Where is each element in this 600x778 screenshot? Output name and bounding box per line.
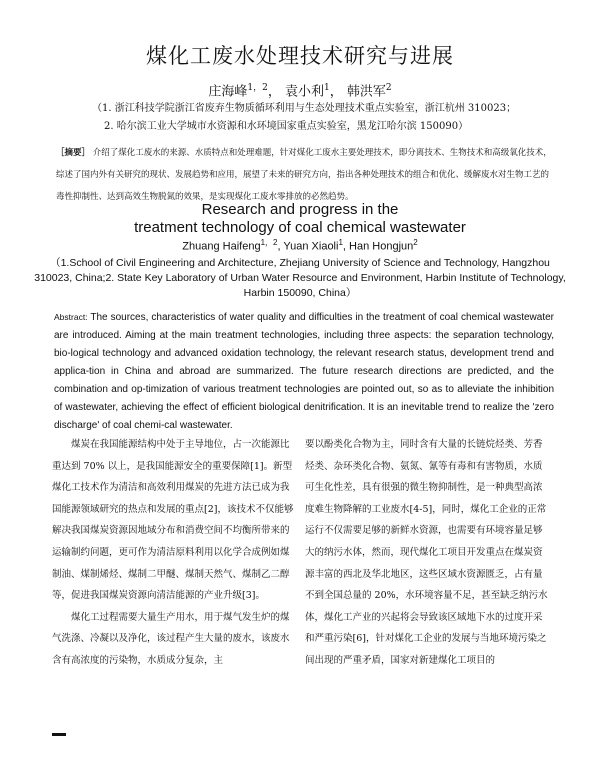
body-paragraph: 煤炭在我国能源结构中处于主导地位，占一次能源比重达到 70% 以上，是我国能源安全的重要保障[1]。新型煤化工技术作为清洁和高效利用煤炭的先进方法已成为我国能源领域研究的热点和发展的重点[2]，该技术不仅能够解决我国煤炭资源因地域分布和消费空间不均衡所带来的运输制约问题，更可作为清洁原料利用以化学合成例如煤制油、煤制烯烃、煤制二甲醚、煤制天然气、煤制乙二醇等，促进我国煤炭资源向清洁能源的产业升级[3]。 bbox=[52, 439, 294, 602]
footnote-rule bbox=[52, 733, 66, 736]
paper-title-en-line2: treatment technology of coal chemical wastewater bbox=[134, 219, 466, 236]
body-paragraph: 要以酚类化合物为主，同时含有大量的长链烷烃类、芳香烃类、杂环类化合物、氨氮、氰等有毒和有害物质，水质可生化性差，具有很强的微生物抑制性，是一种典型高浓度难生物降解的工业废水[4-5]，同时，煤化工企业的正常运行不仅需要足够的新鲜水资源，也需要有环境容量足够大的纳污水体，然而，现代煤化工项目开发重点在煤炭资源丰富的西北及华北地区，这些区域水资源匮乏，占有量不到全国总量的 20%，水环境容量不足，甚至缺乏纳污水体，煤化工产业的兴起将会导致该区域地下水的过度开采和严重污染[6]，针对煤化工企业的发展与当地环境污染之间出现的严重矛盾，国家对新建煤化工项目的 bbox=[305, 439, 548, 666]
abstract-en-text: The sources, characteristics of water quality and difficulties in the treatment of coal chemical wastewater are introduced. Aiming at the main treatment technologies, including three aspects: the separation technology, bio-logical technology and advanced oxidation technology, the relevant research status, development trend and applica-tion in China and abroad are summarized. The future research directions are predicted, and the combination and op-timization of various treatment technologies are pointed out, so as to alleviate the inhibition of wastewater, achieving the effect of efficient biological denitrification. It is an inevitable trend to realize the 'zero discharge' of coal chemi-cal wastewater. bbox=[54, 312, 554, 431]
body-column-right bbox=[305, 434, 550, 672]
abstract-cn bbox=[56, 142, 556, 208]
author-affiliation-mark: 2 bbox=[385, 83, 392, 93]
abstract-en bbox=[54, 308, 554, 435]
author-name: Han Hongjun bbox=[349, 240, 414, 253]
paper-title-cn: 煤化工废水处理技术研究与进展 bbox=[146, 44, 454, 68]
author-affiliation-mark: 2 bbox=[413, 238, 418, 247]
author-name: Yuan Xiaoli bbox=[283, 240, 339, 253]
author-name: Zhuang Haifeng bbox=[182, 240, 261, 253]
paper-title-en-line1: Research and progress in the bbox=[201, 201, 399, 218]
author-affiliation-mark: 1 bbox=[324, 83, 330, 93]
author-name: 袁小利 bbox=[284, 84, 324, 100]
abstract-cn-label: ［摘要］ bbox=[56, 148, 91, 158]
author-name: 韩洪军 bbox=[346, 84, 386, 100]
body-column-left bbox=[52, 434, 297, 672]
abstract-cn-text: 介绍了煤化工废水的来源、水质特点和处理难题，针对煤化工废水主要处理技术，即分离技术、生物技术和高级氧化技术，综述了国内外有关研究的现状、发展趋势和应用，展望了未来的研究方向，指出各种处理技术的组合和优化、缓解废水对生物工艺的毒性抑制性、达到高效生物脱氮的效果，是实现煤化工废水零排放的必然趋势。 bbox=[56, 148, 552, 202]
abstract-en-label: Abstract: bbox=[54, 312, 88, 322]
author-name: 庄海峰 bbox=[208, 84, 248, 100]
affiliation-en: （1.School of Civil Engineering and Architecture, Zhejiang University of Science and Technology, Hangzhou 310023, China;2. State Key Laboratory of Urban Water Resource and Environment, Harbin Institute of Technology, Harbin 150090, China） bbox=[34, 257, 566, 299]
author-list-cn: 庄海峰$^{1,2}$， 袁小利$^1$， 韩洪军$^2$ bbox=[208, 83, 392, 100]
affiliation-cn-1: （1. 浙江科技学院浙江省废弃生物质循环利用与生态处理技术重点实验室，浙江杭州 310023； bbox=[92, 103, 517, 114]
affiliation-cn-2: 2. 哈尔滨工业大学城市水资源和水环境国家重点实验室，黑龙江哈尔滨 150090） bbox=[104, 121, 469, 132]
author-affiliation-mark: 1，2 bbox=[260, 238, 278, 247]
author-affiliation-mark: 1 bbox=[338, 238, 343, 247]
body-paragraph: 煤化工过程需要大量生产用水，用于煤气发生炉的煤气洗涤、冷凝以及净化，该过程产生大量的废水，该废水含有高浓度的污染物，水质成分复杂，主 bbox=[52, 611, 290, 666]
author-list-en: Zhuang Haifeng$^{1,2}$, Yuan Xiaoli$^1$, Han Hongjun$^2$ bbox=[182, 238, 418, 253]
author-affiliation-mark: 1，2 bbox=[247, 83, 268, 93]
